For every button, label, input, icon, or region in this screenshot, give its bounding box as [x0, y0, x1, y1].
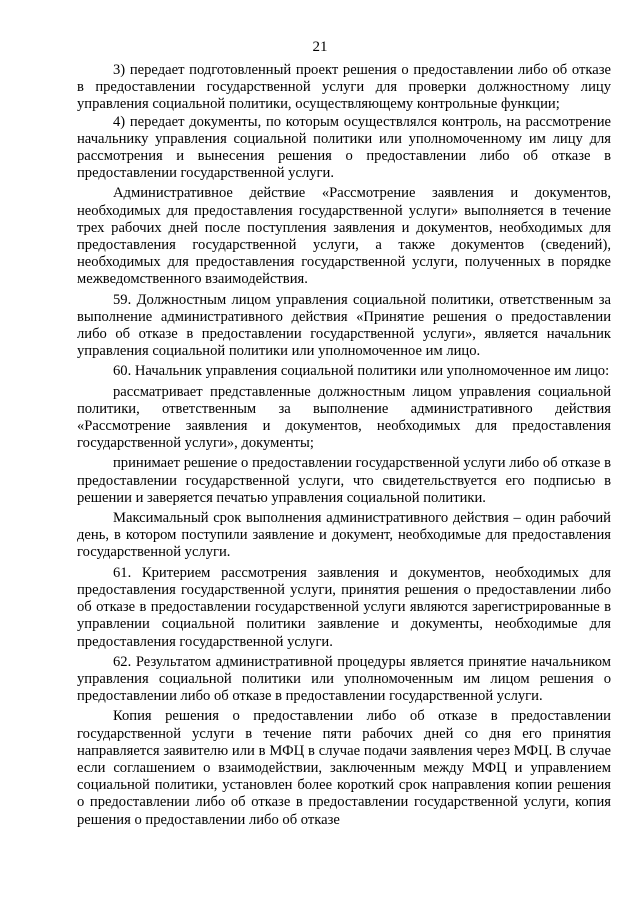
document-body [77, 62, 611, 829]
paragraph-item-3: 3) передает подготовленный проект решения о предоставлении либо об отказе в предоставлении государственной услуги для проверки должностному лицу управления социальной политики, осуществляющему контрольные функции; [77, 62, 611, 113]
page-number: 21 [312, 39, 328, 55]
paragraph-60-reviews: рассматривает представленные должностным лицом управления социальной политики, ответственным за выполнение административного действия «Рассмотрение заявления и документов, необходимых для предоставления государственной услуги», документы; [77, 383, 611, 452]
paragraph-60-decides: принимает решение о предоставлении государственной услуги либо об отказе в предоставлении государственной услуги, что свидетельствуется его подписью в решении и заверяется печатью управления социальной политики. [77, 455, 611, 506]
paragraph-61: 61. Критерием рассмотрения заявления и документов, необходимых для предоставления государственной услуги, принятия решения о предоставлении либо об отказе в предоставлении государственной услуги являются зарегистрированные в управлении социальной политики заявление и документы, необходимые для предоставления государственной услуги. [77, 564, 611, 650]
paragraph-60: 60. Начальник управления социальной политики или уполномоченное им лицо: [113, 363, 610, 380]
paragraph-decision-copy: Копия решения о предоставлении либо об отказе в предоставлении государственной услуги в течение пяти рабочих дней со дня его принятия направляется заявителю или в МФЦ в случае подачи заявления через МФЦ. В случае если соглашением о взаимодействии, заключенным между МФЦ и управлением социальной политики, установлен более короткий срок направления копии решения о предоставлении либо об отказе в предоставлении государственной услуги, копия решения о предоставлении либо об отказе [77, 708, 611, 828]
paragraph-administrative-action: Административное действие «Рассмотрение заявления и документов, необходимых для предоставления государственной услуги» выполняется в течение трех рабочих дней после поступления заявления и документов, необходимых для предоставления государственной услуги, а также документов (сведений), необходимых для предоставления государственной услуги, полученных в порядке межведомственного взаимодействия. [77, 185, 611, 288]
paragraph-59: 59. Должностным лицом управления социальной политики, ответственным за выполнение административного действия «Принятие решения о предоставлении либо об отказе в предоставлении государственной услуги», является начальник управления социальной политики или уполномоченное им лицо. [77, 291, 611, 360]
paragraph-62: 62. Результатом административной процедуры является принятие начальником управления социальной политики или уполномоченным им лицом решения о предоставлении либо об отказе в предоставлении государственной услуги. [77, 653, 611, 705]
paragraph-max-term: Максимальный срок выполнения административного действия – один рабочий день, в котором поступили заявление и документ, необходимые для предоставления государственной услуги. [77, 510, 611, 561]
paragraph-item-4: 4) передает документы, по которым осуществлялся контроль, на рассмотрение начальнику управления социальной политики или уполномоченному им лицу для рассмотрения и вынесения решения о предоставлении либо об отказе в предоставлении государственной услуги. [77, 113, 611, 182]
